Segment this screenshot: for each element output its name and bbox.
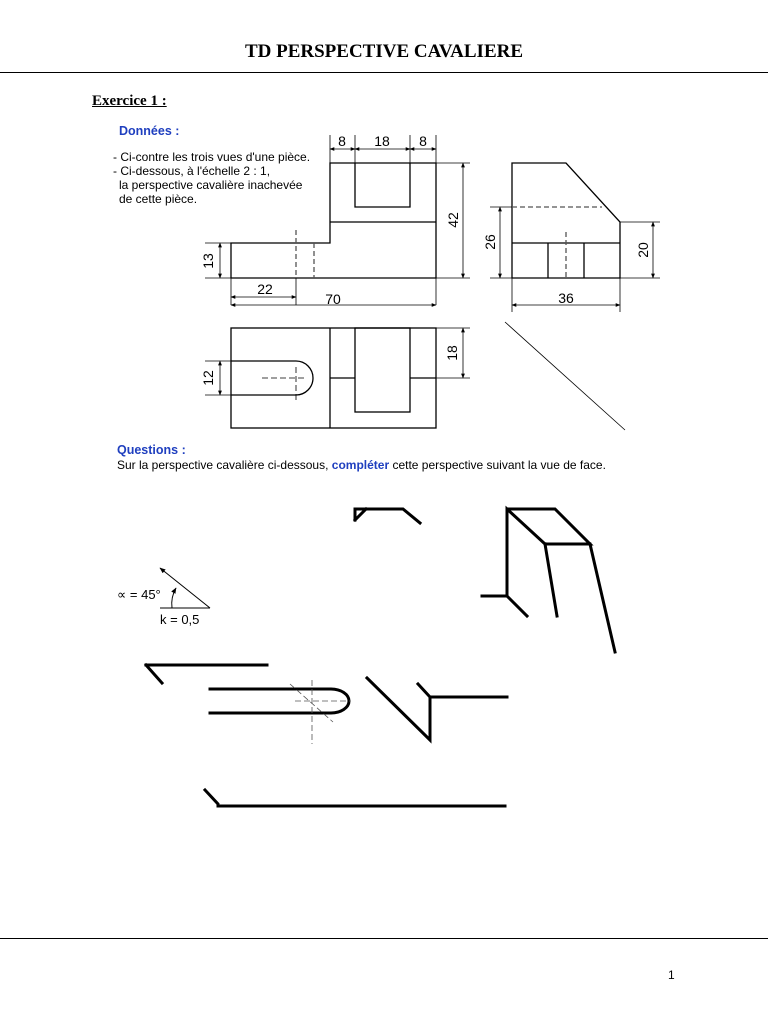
dim-8-right: 8 xyxy=(419,133,427,149)
question-text-before: Sur la perspective cavalière ci-dessous, xyxy=(117,458,332,472)
question-text-after: cette perspective suivant la vue de face. xyxy=(389,458,606,472)
footer-divider xyxy=(0,938,768,939)
top-view xyxy=(205,328,470,428)
dim-8-left: 8 xyxy=(338,133,346,149)
dim-26: 26 xyxy=(482,234,498,250)
cavalier-perspective xyxy=(146,509,615,806)
donnees-title: Données : xyxy=(119,124,180,138)
donnees-line-2: - Ci-dessous, à l'échelle 2 : 1, xyxy=(113,164,271,178)
k-label: k = 0,5 xyxy=(160,612,200,627)
side-view xyxy=(490,163,660,430)
exercise-title: Exercice 1 : xyxy=(92,93,167,109)
dim-18-side: 18 xyxy=(444,345,460,361)
page-number: 1 xyxy=(668,968,675,982)
dim-36: 36 xyxy=(558,290,574,306)
angle-symbol xyxy=(160,568,210,608)
front-view xyxy=(205,135,470,305)
dim-70: 70 xyxy=(325,291,341,307)
dim-12: 12 xyxy=(200,370,216,386)
page-title: TD PERSPECTIVE CAVALIERE xyxy=(244,41,524,62)
donnees-line-4: de cette pièce. xyxy=(119,192,198,206)
question-keyword: compléter xyxy=(331,458,390,472)
dim-20: 20 xyxy=(635,242,651,258)
alpha-label: ∝ = 45° xyxy=(117,587,161,602)
question-text xyxy=(117,458,606,472)
dim-22: 22 xyxy=(257,281,273,297)
questions-title: Questions : xyxy=(117,443,186,457)
donnees-line-1: - Ci-contre les trois vues d'une pièce. xyxy=(113,150,311,164)
dim-13: 13 xyxy=(200,253,216,269)
dim-42: 42 xyxy=(445,212,461,228)
donnees-line-3: la perspective cavalière inachevée xyxy=(119,178,303,192)
dim-18-top: 18 xyxy=(374,133,390,149)
